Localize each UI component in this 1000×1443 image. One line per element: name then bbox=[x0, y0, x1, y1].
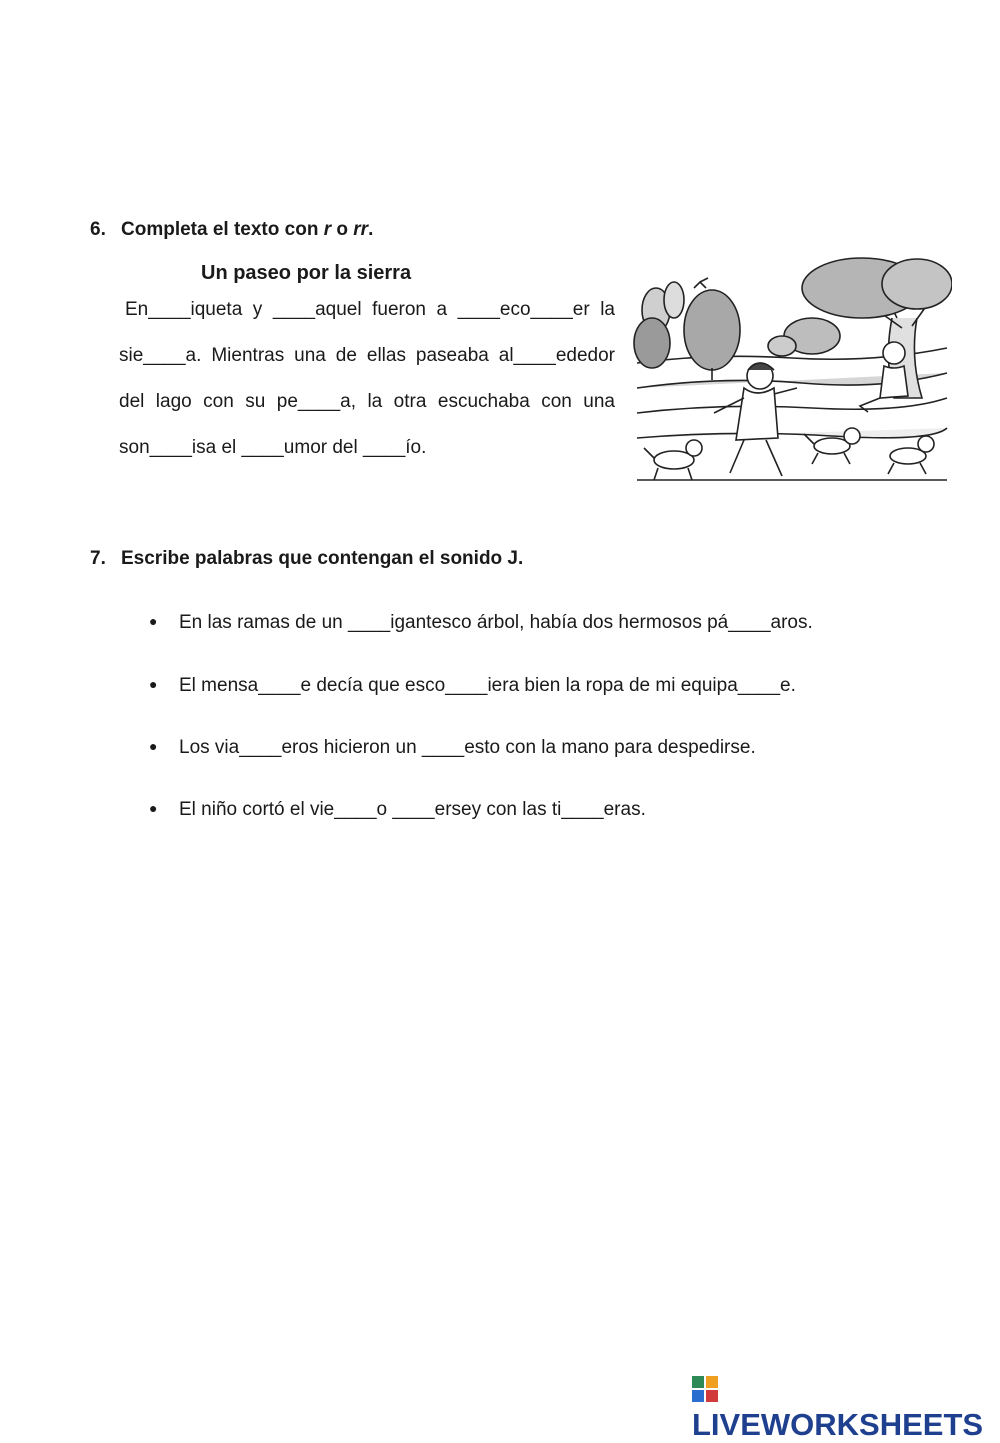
list-item bbox=[149, 737, 756, 759]
question-7-number: 7. bbox=[90, 548, 106, 569]
list-item bbox=[149, 799, 646, 821]
story-paragraph bbox=[119, 287, 615, 471]
question-7-title bbox=[90, 548, 523, 570]
liveworksheets-logo bbox=[692, 1371, 1000, 1443]
list-item bbox=[149, 675, 796, 697]
park-scene-illustration bbox=[632, 248, 952, 488]
story-line-3: del lago con su pe____a, la otra escuchaba con una bbox=[119, 391, 615, 412]
liveworksheets-logo-text: LIVEWORKSHEETS bbox=[692, 1407, 984, 1442]
question-6-title bbox=[90, 219, 373, 241]
bullet-icon: ● bbox=[149, 676, 158, 692]
question-6-title-rr: rr bbox=[353, 219, 369, 240]
question-6-title-end: . bbox=[368, 219, 374, 240]
question-6-title-prefix: Completa el texto con bbox=[121, 219, 324, 240]
story-line-2: sie____a. Mientras una de ellas paseaba al____ededor bbox=[119, 345, 615, 366]
list-item-text: Los via____eros hicieron un ____esto con la mano para despedirse. bbox=[179, 737, 756, 758]
list-item-text: El niño cortó el vie____o ____ersey con las ti____eras. bbox=[179, 799, 646, 820]
bullet-icon: ● bbox=[149, 800, 158, 816]
story-line-1: En____iqueta y ____aquel fueron a ____eco____er la bbox=[125, 299, 615, 320]
bullet-icon: ● bbox=[149, 738, 158, 754]
question-6-number: 6. bbox=[90, 219, 106, 240]
question-6-title-mid: o bbox=[331, 219, 354, 240]
list-item-text: En las ramas de un ____igantesco árbol, había dos hermosos pá____aros. bbox=[179, 612, 813, 633]
story-line-4: son____isa el ____umor del ____ío. bbox=[119, 437, 427, 458]
list-item bbox=[149, 612, 813, 634]
list-item-text: El mensa____e decía que esco____iera bien la ropa de mi equipa____e. bbox=[179, 675, 796, 696]
question-7-title-text: Escribe palabras que contengan el sonido J. bbox=[121, 548, 524, 569]
question-6-title-r: r bbox=[323, 219, 332, 240]
story-title: Un paseo por la sierra bbox=[201, 262, 412, 284]
bullet-icon: ● bbox=[149, 613, 158, 629]
liveworksheets-logo-icon bbox=[692, 1374, 718, 1400]
